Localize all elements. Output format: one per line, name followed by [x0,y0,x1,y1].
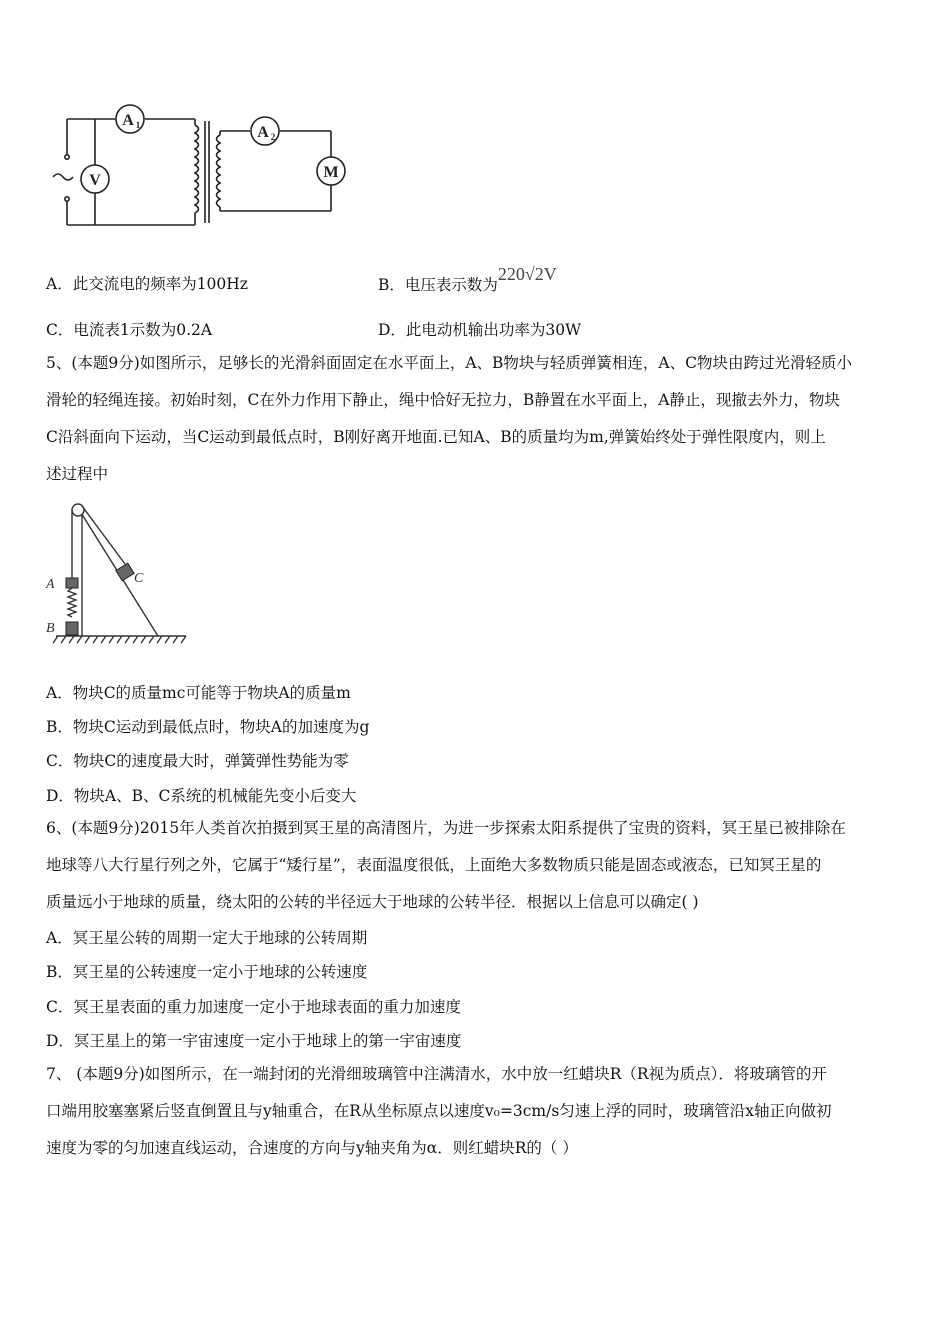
ammeter-a2-label: A [257,124,269,141]
q5-option-c: C．物块C的速度最大时，弹簧弹性势能为零 [46,752,349,770]
voltmeter-label: V [89,172,101,189]
q4-option-b: B．电压表示数为220√2V [378,264,557,294]
q5-stem: 5、(本题9分)如图所示，足够长的光滑斜面固定在水平面上，A、B物块与轻质弹簧相连，A、C物块由跨过光滑轻质小 滑轮的轻绳连接。初始时刻，C在外力作用下静止，绳中恰好无拉力，B静置在水平面上，A静止，现撤去外力，物块 C沿斜面向下运动，当C运动到最低点时，B刚好离开地面.已知A、B的质量均为m,弹簧始终处于弹性限度内，则上 述过程中 [46,354,852,483]
q6-option-b: B．冥王星的公转速度一定小于地球的公转速度 [46,963,368,981]
block-c-label: C [134,571,144,586]
q5-option-a: A．物块C的质量mc可能等于物块A的质量m [46,684,351,702]
q4-option-c: C．电流表1示数为0.2A [46,321,213,339]
q5-option-d: D．物块A、B、C系统的机械能先变小后变大 [46,787,357,805]
q4-option-d: D．此电动机输出功率为30W [378,321,582,339]
transformer-circuit-figure [45,95,365,235]
q6-option-a: A．冥王星公转的周期一定大于地球的公转周期 [46,929,368,947]
q6-option-d: D．冥王星上的第一宇宙速度一定小于地球上的第一宇宙速度 [46,1032,462,1050]
q7-stem: 7、 (本题9分)如图所示，在一端封闭的光滑细玻璃管中注满清水，水中放一红蜡块R（R视为质点）．将玻璃管的开 口端用胶塞塞紧后竖直倒置且与y轴重合，在R从坐标原点以速度v₀=3cm/s匀速上浮的同时，玻璃管沿x轴正向做初 速度为零的匀加速直线运动，合速度的方向与y轴夹角为α．则红蜡块R的（ ） [46,1065,832,1157]
ammeter-a2-subscript: 2 [270,132,276,142]
motor-label: M [323,164,339,181]
q6-option-c: C．冥王星表面的重力加速度一定小于地球表面的重力加速度 [46,998,461,1016]
q4-option-a: A．此交流电的频率为100Hz [46,275,248,293]
q4-option-b-value: 220√2V [497,264,557,284]
ammeter-a1-subscript: 1 [135,120,141,130]
q6-stem: 6、(本题9分)2015年人类首次拍摄到冥王星的高清图片，为进一步探索太阳系提供了宝贵的资料，冥王星已被排除在 地球等八大行星行列之外，它属于“矮行星”，表面温度很低，上面绝大多数物质只能是固态或液态，已知冥王星的 质量远小于地球的质量，绕太阳的公转的半径远大于地球的公转半径．根据以上信息可以确定( ) [46,819,846,911]
block-a-label: A [46,577,55,592]
block-b-label: B [46,621,55,636]
ammeter-a1-label: A [122,112,134,129]
incline-pulley-figure [42,498,192,648]
q5-option-b: B．物块C运动到最低点时，物块A的加速度为g [46,718,370,736]
